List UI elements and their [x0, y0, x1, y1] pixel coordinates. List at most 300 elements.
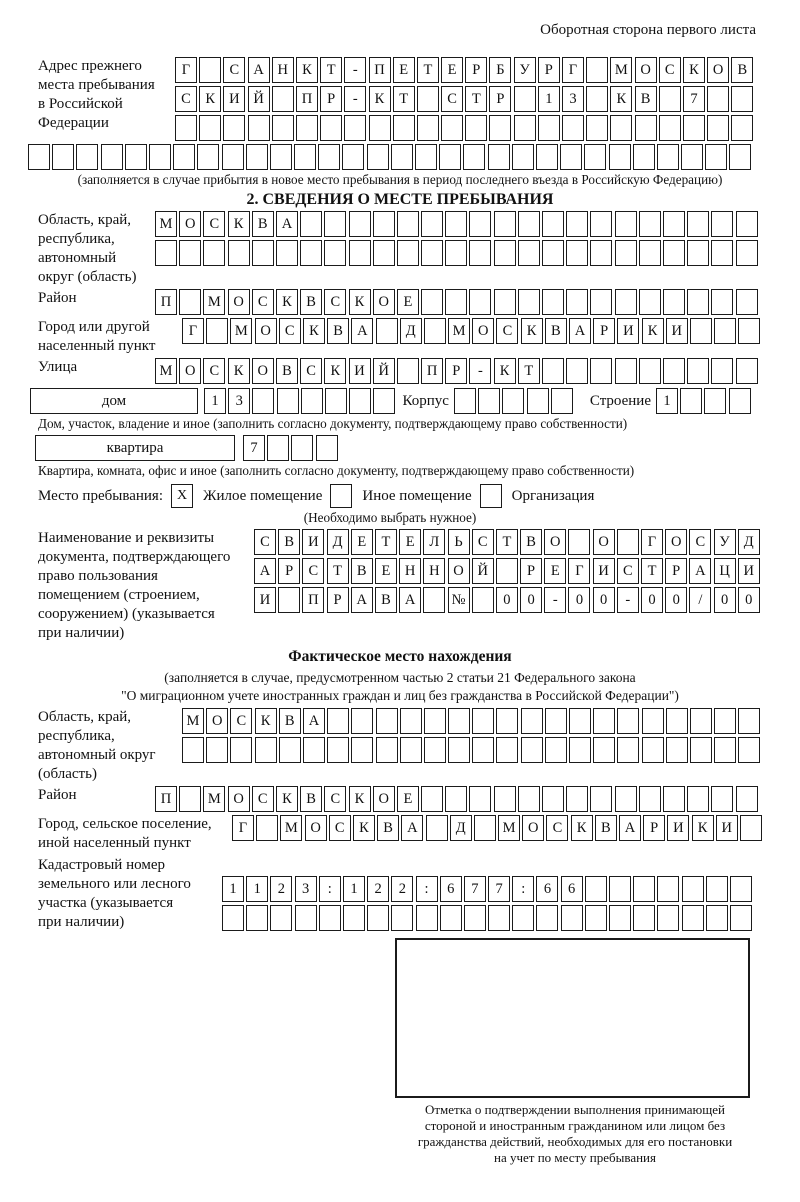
char-cell[interactable]	[569, 708, 591, 734]
char-cell[interactable]: -	[544, 587, 566, 613]
char-cell[interactable]	[279, 737, 301, 763]
char-cell[interactable]: О	[522, 815, 544, 841]
char-cell[interactable]	[494, 240, 516, 266]
char-cell[interactable]	[222, 905, 244, 931]
char-cell[interactable]	[179, 786, 201, 812]
char-cell[interactable]: Р	[320, 86, 342, 112]
char-cell[interactable]	[478, 388, 500, 414]
char-cell[interactable]	[222, 144, 244, 170]
char-cell[interactable]	[560, 144, 582, 170]
char-cell[interactable]	[711, 240, 733, 266]
char-cell[interactable]: Р	[445, 358, 467, 384]
char-cell[interactable]: С	[203, 358, 225, 384]
char-cell[interactable]: /	[689, 587, 711, 613]
char-cell[interactable]	[182, 737, 204, 763]
char-cell[interactable]: :	[319, 876, 341, 902]
char-cell[interactable]	[730, 876, 752, 902]
char-cell[interactable]: 1	[656, 388, 678, 414]
char-cell[interactable]: А	[254, 558, 276, 584]
char-cell[interactable]: Р	[538, 57, 560, 83]
char-cell[interactable]	[267, 435, 289, 461]
char-cell[interactable]	[423, 587, 445, 613]
char-cell[interactable]	[521, 737, 543, 763]
char-cell[interactable]: П	[155, 289, 177, 315]
checkbox-zhiloe[interactable]: X	[171, 484, 193, 508]
char-cell[interactable]	[300, 211, 322, 237]
char-cell[interactable]: О	[593, 529, 615, 555]
char-cell[interactable]: 0	[520, 587, 542, 613]
char-cell[interactable]: С	[302, 558, 324, 584]
char-cell[interactable]	[666, 708, 688, 734]
char-cell[interactable]	[272, 86, 294, 112]
char-cell[interactable]: С	[230, 708, 252, 734]
char-cell[interactable]	[472, 587, 494, 613]
char-cell[interactable]	[736, 358, 758, 384]
char-cell[interactable]	[421, 289, 443, 315]
char-cell[interactable]: Е	[397, 786, 419, 812]
char-cell[interactable]: У	[714, 529, 736, 555]
char-cell[interactable]	[469, 211, 491, 237]
char-cell[interactable]	[633, 905, 655, 931]
char-cell[interactable]	[663, 240, 685, 266]
char-cell[interactable]	[246, 144, 268, 170]
char-cell[interactable]: Й	[373, 358, 395, 384]
char-cell[interactable]: -	[469, 358, 491, 384]
char-cell[interactable]	[542, 358, 564, 384]
char-cell[interactable]	[561, 905, 583, 931]
char-cell[interactable]	[633, 144, 655, 170]
char-cell[interactable]	[373, 388, 395, 414]
char-cell[interactable]: 1	[204, 388, 226, 414]
char-cell[interactable]	[663, 289, 685, 315]
char-cell[interactable]	[639, 358, 661, 384]
char-cell[interactable]	[502, 388, 524, 414]
char-cell[interactable]: В	[351, 558, 373, 584]
char-cell[interactable]: М	[203, 786, 225, 812]
char-cell[interactable]: С	[617, 558, 639, 584]
char-cell[interactable]: Е	[351, 529, 373, 555]
char-cell[interactable]: Р	[465, 57, 487, 83]
char-cell[interactable]: Ц	[714, 558, 736, 584]
char-cell[interactable]: О	[448, 558, 470, 584]
char-cell[interactable]	[690, 737, 712, 763]
char-cell[interactable]: :	[512, 876, 534, 902]
char-cell[interactable]: О	[206, 708, 228, 734]
char-cell[interactable]	[448, 737, 470, 763]
char-cell[interactable]: 3	[562, 86, 584, 112]
char-cell[interactable]	[272, 115, 294, 141]
char-cell[interactable]	[642, 737, 664, 763]
char-cell[interactable]	[542, 211, 564, 237]
char-cell[interactable]	[417, 115, 439, 141]
char-cell[interactable]: Л	[423, 529, 445, 555]
char-cell[interactable]	[301, 388, 323, 414]
char-cell[interactable]	[690, 708, 712, 734]
char-cell[interactable]	[343, 905, 365, 931]
char-cell[interactable]	[714, 318, 736, 344]
char-cell[interactable]: К	[199, 86, 221, 112]
char-cell[interactable]: Б	[489, 57, 511, 83]
char-cell[interactable]	[300, 240, 322, 266]
char-cell[interactable]	[590, 358, 612, 384]
char-cell[interactable]	[342, 144, 364, 170]
char-cell[interactable]: О	[179, 211, 201, 237]
char-cell[interactable]	[270, 144, 292, 170]
char-cell[interactable]	[256, 815, 278, 841]
char-cell[interactable]: М	[230, 318, 252, 344]
char-cell[interactable]: В	[278, 529, 300, 555]
char-cell[interactable]: Р	[489, 86, 511, 112]
char-cell[interactable]	[391, 905, 413, 931]
char-cell[interactable]	[393, 115, 415, 141]
char-cell[interactable]	[687, 358, 709, 384]
char-cell[interactable]: М	[610, 57, 632, 83]
char-cell[interactable]	[28, 144, 50, 170]
char-cell[interactable]: П	[296, 86, 318, 112]
char-cell[interactable]	[376, 318, 398, 344]
char-cell[interactable]	[421, 240, 443, 266]
char-cell[interactable]: 2	[391, 876, 413, 902]
char-cell[interactable]: А	[399, 587, 421, 613]
char-cell[interactable]: О	[544, 529, 566, 555]
char-cell[interactable]: -	[344, 57, 366, 83]
char-cell[interactable]	[417, 86, 439, 112]
char-cell[interactable]: Т	[496, 529, 518, 555]
char-cell[interactable]	[657, 144, 679, 170]
char-cell[interactable]: Т	[393, 86, 415, 112]
char-cell[interactable]: 0	[568, 587, 590, 613]
char-cell[interactable]: И	[716, 815, 738, 841]
char-cell[interactable]	[729, 144, 751, 170]
char-cell[interactable]	[730, 905, 752, 931]
char-cell[interactable]	[173, 144, 195, 170]
char-cell[interactable]	[542, 240, 564, 266]
char-cell[interactable]: 0	[665, 587, 687, 613]
char-cell[interactable]: В	[279, 708, 301, 734]
char-cell[interactable]: Н	[423, 558, 445, 584]
char-cell[interactable]	[633, 876, 655, 902]
char-cell[interactable]: Г	[562, 57, 584, 83]
char-cell[interactable]: К	[642, 318, 664, 344]
char-cell[interactable]	[687, 240, 709, 266]
char-cell[interactable]	[536, 144, 558, 170]
char-cell[interactable]	[488, 905, 510, 931]
char-cell[interactable]: О	[228, 289, 250, 315]
char-cell[interactable]	[610, 115, 632, 141]
char-cell[interactable]	[536, 905, 558, 931]
char-cell[interactable]: С	[223, 57, 245, 83]
char-cell[interactable]	[270, 905, 292, 931]
char-cell[interactable]	[175, 115, 197, 141]
char-cell[interactable]	[248, 115, 270, 141]
char-cell[interactable]	[518, 240, 540, 266]
char-cell[interactable]	[687, 211, 709, 237]
char-cell[interactable]	[527, 388, 549, 414]
char-cell[interactable]	[683, 115, 705, 141]
char-cell[interactable]	[349, 211, 371, 237]
char-cell[interactable]	[397, 211, 419, 237]
char-cell[interactable]: С	[324, 786, 346, 812]
char-cell[interactable]: Т	[641, 558, 663, 584]
char-cell[interactable]	[736, 786, 758, 812]
char-cell[interactable]	[711, 786, 733, 812]
char-cell[interactable]	[562, 115, 584, 141]
char-cell[interactable]: Г	[182, 318, 204, 344]
char-cell[interactable]	[706, 905, 728, 931]
char-cell[interactable]	[585, 876, 607, 902]
char-cell[interactable]	[206, 737, 228, 763]
char-cell[interactable]: Р	[643, 815, 665, 841]
char-cell[interactable]: О	[305, 815, 327, 841]
char-cell[interactable]: К	[228, 211, 250, 237]
char-cell[interactable]: Й	[248, 86, 270, 112]
char-cell[interactable]: М	[498, 815, 520, 841]
char-cell[interactable]: Ь	[448, 529, 470, 555]
char-cell[interactable]	[441, 115, 463, 141]
char-cell[interactable]	[206, 318, 228, 344]
char-cell[interactable]: С	[689, 529, 711, 555]
char-cell[interactable]: 2	[270, 876, 292, 902]
char-cell[interactable]: Р	[278, 558, 300, 584]
char-cell[interactable]: Т	[375, 529, 397, 555]
char-cell[interactable]	[318, 144, 340, 170]
char-cell[interactable]	[489, 115, 511, 141]
char-cell[interactable]	[514, 86, 536, 112]
char-cell[interactable]: А	[569, 318, 591, 344]
char-cell[interactable]	[590, 289, 612, 315]
char-cell[interactable]: Г	[641, 529, 663, 555]
char-cell[interactable]	[590, 240, 612, 266]
char-cell[interactable]	[738, 737, 760, 763]
char-cell[interactable]	[705, 144, 727, 170]
char-cell[interactable]: Т	[327, 558, 349, 584]
char-cell[interactable]	[566, 786, 588, 812]
char-cell[interactable]	[327, 737, 349, 763]
char-cell[interactable]	[278, 587, 300, 613]
char-cell[interactable]: Д	[327, 529, 349, 555]
char-cell[interactable]: К	[228, 358, 250, 384]
char-cell[interactable]	[590, 786, 612, 812]
char-cell[interactable]	[512, 144, 534, 170]
char-cell[interactable]: Р	[327, 587, 349, 613]
char-cell[interactable]	[585, 905, 607, 931]
char-cell[interactable]: В	[252, 211, 274, 237]
char-cell[interactable]	[351, 708, 373, 734]
char-cell[interactable]: К	[683, 57, 705, 83]
char-cell[interactable]	[639, 211, 661, 237]
char-cell[interactable]: О	[373, 289, 395, 315]
char-cell[interactable]: О	[255, 318, 277, 344]
char-cell[interactable]: А	[303, 708, 325, 734]
char-cell[interactable]: А	[351, 318, 373, 344]
char-cell[interactable]	[295, 905, 317, 931]
char-cell[interactable]	[230, 737, 252, 763]
char-cell[interactable]: В	[300, 289, 322, 315]
char-cell[interactable]	[740, 815, 762, 841]
char-cell[interactable]	[566, 211, 588, 237]
char-cell[interactable]	[714, 708, 736, 734]
char-cell[interactable]	[296, 115, 318, 141]
char-cell[interactable]	[494, 786, 516, 812]
char-cell[interactable]	[445, 289, 467, 315]
char-cell[interactable]: К	[324, 358, 346, 384]
char-cell[interactable]	[704, 388, 726, 414]
checkbox-inoe[interactable]	[330, 484, 352, 508]
char-cell[interactable]	[568, 529, 590, 555]
char-cell[interactable]: Т	[518, 358, 540, 384]
char-cell[interactable]	[680, 388, 702, 414]
char-cell[interactable]	[738, 708, 760, 734]
char-cell[interactable]: В	[375, 587, 397, 613]
char-cell[interactable]: С	[175, 86, 197, 112]
char-cell[interactable]	[199, 115, 221, 141]
char-cell[interactable]	[518, 289, 540, 315]
char-cell[interactable]: Д	[400, 318, 422, 344]
char-cell[interactable]	[711, 358, 733, 384]
char-cell[interactable]	[659, 86, 681, 112]
char-cell[interactable]	[400, 737, 422, 763]
char-cell[interactable]: №	[448, 587, 470, 613]
char-cell[interactable]: А	[401, 815, 423, 841]
char-cell[interactable]	[496, 708, 518, 734]
char-cell[interactable]	[252, 388, 274, 414]
char-cell[interactable]	[617, 708, 639, 734]
char-cell[interactable]	[639, 786, 661, 812]
char-cell[interactable]: П	[302, 587, 324, 613]
char-cell[interactable]: 6	[536, 876, 558, 902]
char-cell[interactable]	[681, 144, 703, 170]
char-cell[interactable]: -	[617, 587, 639, 613]
char-cell[interactable]	[542, 786, 564, 812]
char-cell[interactable]: С	[279, 318, 301, 344]
char-cell[interactable]	[617, 529, 639, 555]
char-cell[interactable]	[609, 144, 631, 170]
char-cell[interactable]	[682, 876, 704, 902]
char-cell[interactable]: М	[155, 358, 177, 384]
char-cell[interactable]: С	[254, 529, 276, 555]
char-cell[interactable]	[349, 240, 371, 266]
char-cell[interactable]: С	[329, 815, 351, 841]
char-cell[interactable]	[397, 358, 419, 384]
char-cell[interactable]	[155, 240, 177, 266]
char-cell[interactable]: 7	[464, 876, 486, 902]
char-cell[interactable]: Е	[375, 558, 397, 584]
char-cell[interactable]: О	[707, 57, 729, 83]
char-cell[interactable]: К	[692, 815, 714, 841]
char-cell[interactable]	[325, 388, 347, 414]
char-cell[interactable]: 1	[538, 86, 560, 112]
char-cell[interactable]	[440, 905, 462, 931]
char-cell[interactable]	[52, 144, 74, 170]
char-cell[interactable]: О	[665, 529, 687, 555]
char-cell[interactable]: Й	[472, 558, 494, 584]
char-cell[interactable]	[291, 435, 313, 461]
char-cell[interactable]: О	[373, 786, 395, 812]
char-cell[interactable]	[569, 737, 591, 763]
char-cell[interactable]: Е	[393, 57, 415, 83]
char-cell[interactable]: 2	[367, 876, 389, 902]
char-cell[interactable]	[736, 211, 758, 237]
char-cell[interactable]	[400, 708, 422, 734]
char-cell[interactable]	[367, 905, 389, 931]
char-cell[interactable]: К	[255, 708, 277, 734]
char-cell[interactable]	[469, 786, 491, 812]
char-cell[interactable]: 3	[295, 876, 317, 902]
char-cell[interactable]	[424, 708, 446, 734]
char-cell[interactable]: О	[472, 318, 494, 344]
char-cell[interactable]: Г	[175, 57, 197, 83]
char-cell[interactable]	[376, 737, 398, 763]
char-cell[interactable]	[469, 240, 491, 266]
char-cell[interactable]: А	[276, 211, 298, 237]
char-cell[interactable]	[416, 905, 438, 931]
char-cell[interactable]	[731, 86, 753, 112]
char-cell[interactable]	[545, 737, 567, 763]
char-cell[interactable]: В	[276, 358, 298, 384]
char-cell[interactable]: И	[349, 358, 371, 384]
char-cell[interactable]: В	[327, 318, 349, 344]
char-cell[interactable]: 7	[488, 876, 510, 902]
char-cell[interactable]	[255, 737, 277, 763]
char-cell[interactable]	[729, 388, 751, 414]
char-cell[interactable]	[584, 144, 606, 170]
char-cell[interactable]	[707, 86, 729, 112]
char-cell[interactable]	[397, 240, 419, 266]
char-cell[interactable]: Г	[232, 815, 254, 841]
char-cell[interactable]	[542, 289, 564, 315]
char-cell[interactable]	[593, 737, 615, 763]
char-cell[interactable]	[76, 144, 98, 170]
char-cell[interactable]	[367, 144, 389, 170]
char-cell[interactable]	[276, 240, 298, 266]
char-cell[interactable]	[324, 240, 346, 266]
char-cell[interactable]	[639, 240, 661, 266]
char-cell[interactable]: К	[276, 289, 298, 315]
char-cell[interactable]: В	[731, 57, 753, 83]
char-cell[interactable]	[711, 211, 733, 237]
char-cell[interactable]	[246, 905, 268, 931]
char-cell[interactable]	[320, 115, 342, 141]
char-cell[interactable]: К	[303, 318, 325, 344]
char-cell[interactable]: А	[248, 57, 270, 83]
char-cell[interactable]	[609, 905, 631, 931]
char-cell[interactable]	[464, 905, 486, 931]
char-cell[interactable]	[609, 876, 631, 902]
char-cell[interactable]	[706, 876, 728, 902]
char-cell[interactable]	[316, 435, 338, 461]
char-cell[interactable]	[463, 144, 485, 170]
char-cell[interactable]	[663, 358, 685, 384]
char-cell[interactable]	[521, 708, 543, 734]
char-cell[interactable]	[424, 737, 446, 763]
char-cell[interactable]	[327, 708, 349, 734]
char-cell[interactable]: М	[448, 318, 470, 344]
char-cell[interactable]: О	[252, 358, 274, 384]
char-cell[interactable]	[615, 786, 637, 812]
char-cell[interactable]	[445, 240, 467, 266]
char-cell[interactable]: К	[521, 318, 543, 344]
char-cell[interactable]: К	[349, 289, 371, 315]
char-cell[interactable]: В	[635, 86, 657, 112]
char-cell[interactable]: 1	[222, 876, 244, 902]
char-cell[interactable]	[223, 115, 245, 141]
char-cell[interactable]	[391, 144, 413, 170]
char-cell[interactable]: В	[520, 529, 542, 555]
char-cell[interactable]	[421, 211, 443, 237]
char-cell[interactable]	[736, 240, 758, 266]
char-cell[interactable]	[125, 144, 147, 170]
char-cell[interactable]: 0	[496, 587, 518, 613]
